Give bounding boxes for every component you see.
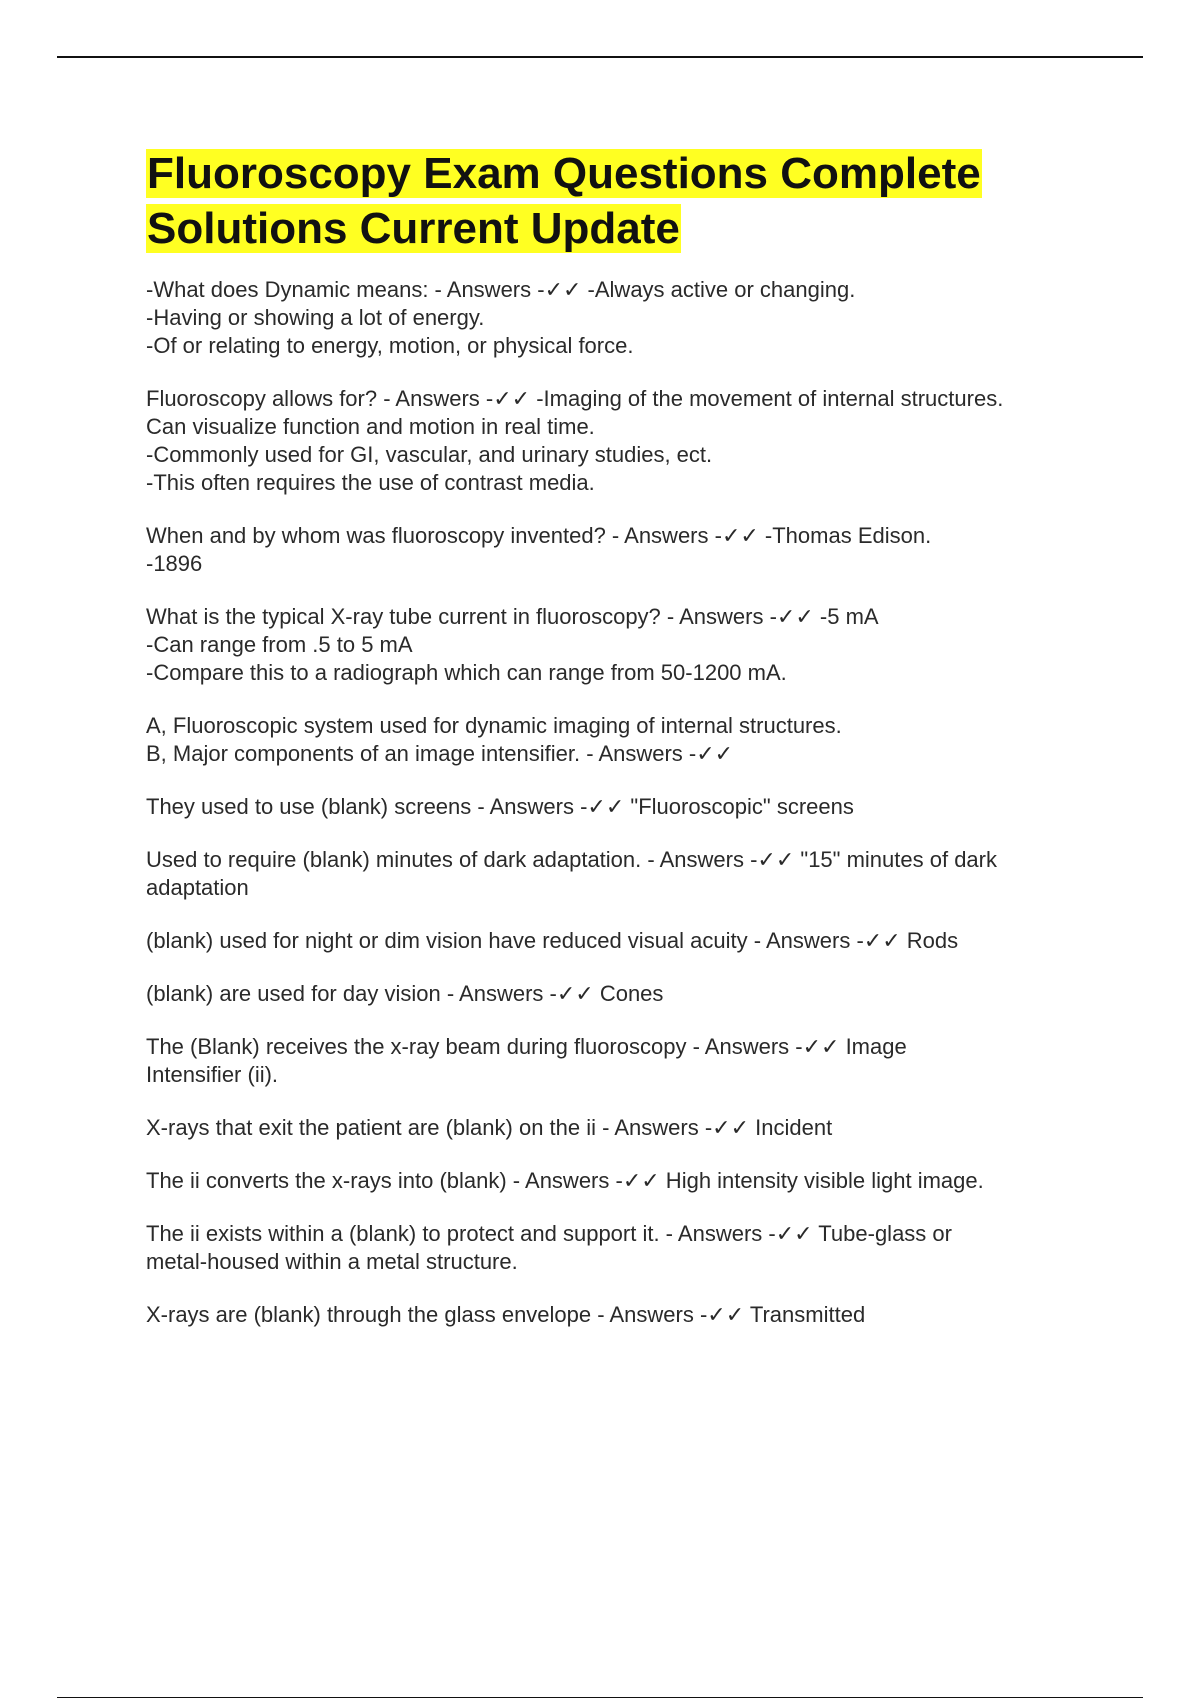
qa-entry-line: metal-housed within a metal structure.: [146, 1249, 518, 1274]
qa-list: [146, 276, 1096, 1329]
qa-entry: [146, 846, 1096, 902]
qa-entry: [146, 793, 1096, 821]
qa-entry-line: -This often requires the use of contrast media.: [146, 470, 595, 495]
qa-entry-line: Fluoroscopy allows for? - Answers -✓✓ -Imaging of the movement of internal structures.: [146, 386, 1004, 411]
qa-entry: [146, 927, 1096, 955]
title-line-1: Fluoroscopy Exam Questions Complete: [147, 149, 981, 198]
qa-entry: [146, 603, 1096, 687]
qa-entry-line: (blank) are used for day vision - Answers -✓✓ Cones: [146, 981, 664, 1006]
qa-entry-line: They used to use (blank) screens - Answers -✓✓ "Fluoroscopic" screens: [146, 794, 854, 819]
bottom-divider: [57, 1697, 1143, 1698]
qa-entry-line: What is the typical X-ray tube current in fluoroscopy? - Answers -✓✓ -5 mA: [146, 604, 879, 629]
qa-entry: [146, 1167, 1096, 1195]
qa-entry-line: The (Blank) receives the x-ray beam during fluoroscopy - Answers -✓✓ Image: [146, 1034, 907, 1059]
qa-entry: [146, 1033, 1096, 1089]
qa-entry-line: -Commonly used for GI, vascular, and urinary studies, ect.: [146, 442, 713, 467]
title-line-2: Solutions Current Update: [147, 204, 680, 253]
qa-entry-line: -1896: [146, 551, 203, 576]
qa-entry-line: B, Major components of an image intensifier. - Answers -✓✓: [146, 741, 734, 766]
qa-entry: [146, 1114, 1096, 1142]
qa-entry: [146, 522, 1096, 578]
qa-entry: [146, 385, 1096, 497]
qa-entry-line: Can visualize function and motion in real time.: [146, 414, 595, 439]
qa-entry-line: The ii converts the x-rays into (blank) - Answers -✓✓ High intensity visible light image.: [146, 1168, 984, 1193]
qa-entry: [146, 712, 1096, 768]
document-body: [146, 146, 1096, 1354]
qa-entry: [146, 1301, 1096, 1329]
document-title: [146, 146, 1096, 256]
qa-entry-line: -Having or showing a lot of energy.: [146, 305, 485, 330]
qa-entry-line: Used to require (blank) minutes of dark adaptation. - Answers -✓✓ "15" minutes of dark: [146, 847, 997, 872]
qa-entry-line: Intensifier (ii).: [146, 1062, 279, 1087]
qa-entry-line: The ii exists within a (blank) to protect and support it. - Answers -✓✓ Tube-glass or: [146, 1221, 952, 1246]
qa-entry-line: adaptation: [146, 875, 249, 900]
qa-entry-line: -What does Dynamic means: - Answers -✓✓ -Always active or changing.: [146, 277, 856, 302]
qa-entry-line: -Of or relating to energy, motion, or physical force.: [146, 333, 634, 358]
top-divider: [57, 56, 1143, 58]
qa-entry: [146, 276, 1096, 360]
qa-entry-line: X-rays are (blank) through the glass envelope - Answers -✓✓ Transmitted: [146, 1302, 866, 1327]
qa-entry-line: X-rays that exit the patient are (blank) on the ii - Answers -✓✓ Incident: [146, 1115, 833, 1140]
qa-entry-line: When and by whom was fluoroscopy invented? - Answers -✓✓ -Thomas Edison.: [146, 523, 932, 548]
qa-entry: [146, 1220, 1096, 1276]
qa-entry: [146, 980, 1096, 1008]
qa-entry-line: -Compare this to a radiograph which can range from 50-1200 mA.: [146, 660, 787, 685]
qa-entry-line: (blank) used for night or dim vision have reduced visual acuity - Answers -✓✓ Rods: [146, 928, 959, 953]
qa-entry-line: A, Fluoroscopic system used for dynamic imaging of internal structures.: [146, 713, 842, 738]
qa-entry-line: -Can range from .5 to 5 mA: [146, 632, 413, 657]
